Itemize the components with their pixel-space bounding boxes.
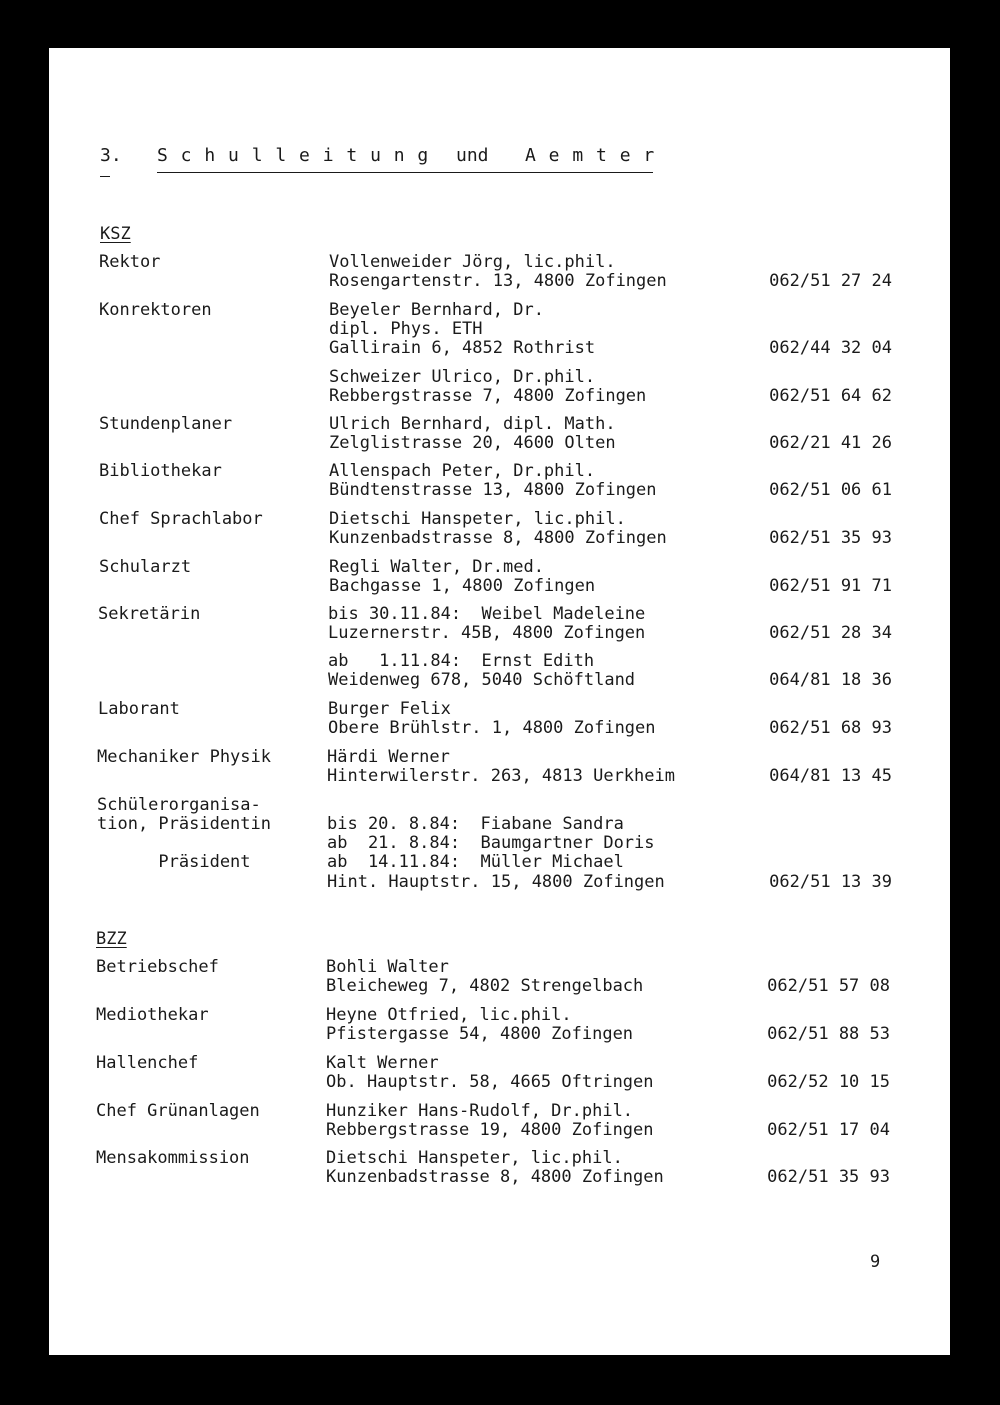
role-label: Mediothekar bbox=[96, 1005, 209, 1025]
phone-number: 062/51 68 93 bbox=[769, 718, 892, 738]
section-number: 3. bbox=[100, 145, 122, 166]
phone-number: 064/81 13 45 bbox=[769, 766, 892, 786]
heading-underline bbox=[157, 172, 653, 173]
entry-line: Rebbergstrasse 7, 4800 Zofingen bbox=[329, 386, 647, 406]
phone-number: 062/51 35 93 bbox=[769, 528, 892, 548]
role-label: Mechaniker Physik bbox=[97, 747, 271, 767]
phone-number: 064/81 18 36 bbox=[769, 670, 892, 690]
section-label-bzz: BZZ bbox=[96, 929, 127, 949]
entry-line: Zelglistrasse 20, 4600 Olten bbox=[329, 433, 616, 453]
entry-line: Kunzenbadstrasse 8, 4800 Zofingen bbox=[326, 1167, 664, 1187]
entry-line: Weidenweg 678, 5040 Schöftland bbox=[328, 670, 636, 690]
entry-line: Ob. Hauptstr. 58, 4665 Oftringen bbox=[326, 1072, 654, 1092]
page-number: 9 bbox=[870, 1252, 881, 1272]
entry-line: Beyeler Bernhard, Dr. bbox=[329, 300, 544, 320]
entry-line: Regli Walter, Dr.med. bbox=[329, 557, 544, 577]
entry-line: Schweizer Ulrico, Dr.phil. bbox=[329, 367, 596, 387]
entry-line: Bohli Walter bbox=[326, 957, 449, 977]
entry-line: Luzernerstr. 45B, 4800 Zofingen bbox=[328, 623, 646, 643]
role-label: tion, Präsidentin bbox=[97, 814, 271, 834]
entry-line: Bündtenstrasse 13, 4800 Zofingen bbox=[329, 480, 657, 500]
entry-line: Obere Brühlstr. 1, 4800 Zofingen bbox=[328, 718, 656, 738]
entry-line: dipl. Phys. ETH bbox=[329, 319, 483, 339]
entry-line: Vollenweider Jörg, lic.phil. bbox=[329, 252, 616, 272]
entry-line: Allenspach Peter, Dr.phil. bbox=[329, 461, 596, 481]
entry-line: Kalt Werner bbox=[326, 1053, 439, 1073]
role-label: Laborant bbox=[98, 699, 180, 719]
role-label: Schülerorganisa- bbox=[97, 795, 261, 815]
entry-line: Rosengartenstr. 13, 4800 Zofingen bbox=[329, 271, 667, 291]
phone-number: 062/51 35 93 bbox=[767, 1167, 890, 1187]
entry-line: Rebbergstrasse 19, 4800 Zofingen bbox=[326, 1120, 654, 1140]
phone-number: 062/52 10 15 bbox=[767, 1072, 890, 1092]
entry-line: bis 20. 8.84: Fiabane Sandra bbox=[327, 814, 624, 834]
role-label: Bibliothekar bbox=[99, 461, 222, 481]
phone-number: 062/51 28 34 bbox=[769, 623, 892, 643]
heading-number-underline bbox=[100, 176, 110, 177]
role-label: Betriebschef bbox=[96, 957, 219, 977]
entry-line: Ulrich Bernhard, dipl. Math. bbox=[329, 414, 616, 434]
entry-line: Burger Felix bbox=[328, 699, 451, 719]
entry-line: ab 14.11.84: Müller Michael bbox=[327, 852, 624, 872]
role-label: Stundenplaner bbox=[99, 414, 233, 434]
entry-line: Bleicheweg 7, 4802 Strengelbach bbox=[326, 976, 644, 996]
role-label: Chef Grünanlagen bbox=[96, 1101, 260, 1121]
entry-line: Dietschi Hanspeter, lic.phil. bbox=[326, 1148, 623, 1168]
phone-number: 062/51 91 71 bbox=[769, 576, 892, 596]
entry-line: Hinterwilerstr. 263, 4813 Uerkheim bbox=[327, 766, 675, 786]
entry-line: Bachgasse 1, 4800 Zofingen bbox=[329, 576, 596, 596]
phone-number: 062/51 64 62 bbox=[769, 386, 892, 406]
heading-word-schulleitung: S c h u l l e i t u n g bbox=[157, 145, 430, 166]
entry-line: Hunziker Hans-Rudolf, Dr.phil. bbox=[326, 1101, 634, 1121]
entry-line: Hint. Hauptstr. 15, 4800 Zofingen bbox=[327, 872, 665, 892]
phone-number: 062/51 88 53 bbox=[767, 1024, 890, 1044]
heading-word-und: und bbox=[456, 145, 489, 166]
entry-line: Pfistergasse 54, 4800 Zofingen bbox=[326, 1024, 634, 1044]
entry-line: ab 1.11.84: Ernst Edith bbox=[328, 651, 595, 671]
role-label: Mensakommission bbox=[96, 1148, 250, 1168]
role-label: Schularzt bbox=[99, 557, 192, 577]
entry-line: Heyne Otfried, lic.phil. bbox=[326, 1005, 572, 1025]
entry-line: Dietschi Hanspeter, lic.phil. bbox=[329, 509, 626, 529]
phone-number: 062/21 41 26 bbox=[769, 433, 892, 453]
phone-number: 062/51 13 39 bbox=[769, 872, 892, 892]
role-label: Präsident bbox=[97, 852, 251, 872]
role-label: Konrektoren bbox=[99, 300, 212, 320]
entry-line: Gallirain 6, 4852 Rothrist bbox=[329, 338, 596, 358]
role-label: Sekretärin bbox=[98, 604, 201, 624]
entry-line: Härdi Werner bbox=[327, 747, 450, 767]
section-label-ksz: KSZ bbox=[100, 224, 131, 244]
phone-number: 062/44 32 04 bbox=[769, 338, 892, 358]
entry-line: ab 21. 8.84: Baumgartner Doris bbox=[327, 833, 655, 853]
phone-number: 062/51 57 08 bbox=[767, 976, 890, 996]
phone-number: 062/51 27 24 bbox=[769, 271, 892, 291]
phone-number: 062/51 17 04 bbox=[767, 1120, 890, 1140]
role-label: Chef Sprachlabor bbox=[99, 509, 263, 529]
entry-line: Kunzenbadstrasse 8, 4800 Zofingen bbox=[329, 528, 667, 548]
role-label: Rektor bbox=[99, 252, 161, 272]
phone-number: 062/51 06 61 bbox=[769, 480, 892, 500]
entry-line: bis 30.11.84: Weibel Madeleine bbox=[328, 604, 646, 624]
heading-word-aemter: A e m t e r bbox=[525, 145, 656, 166]
role-label: Hallenchef bbox=[96, 1053, 199, 1073]
